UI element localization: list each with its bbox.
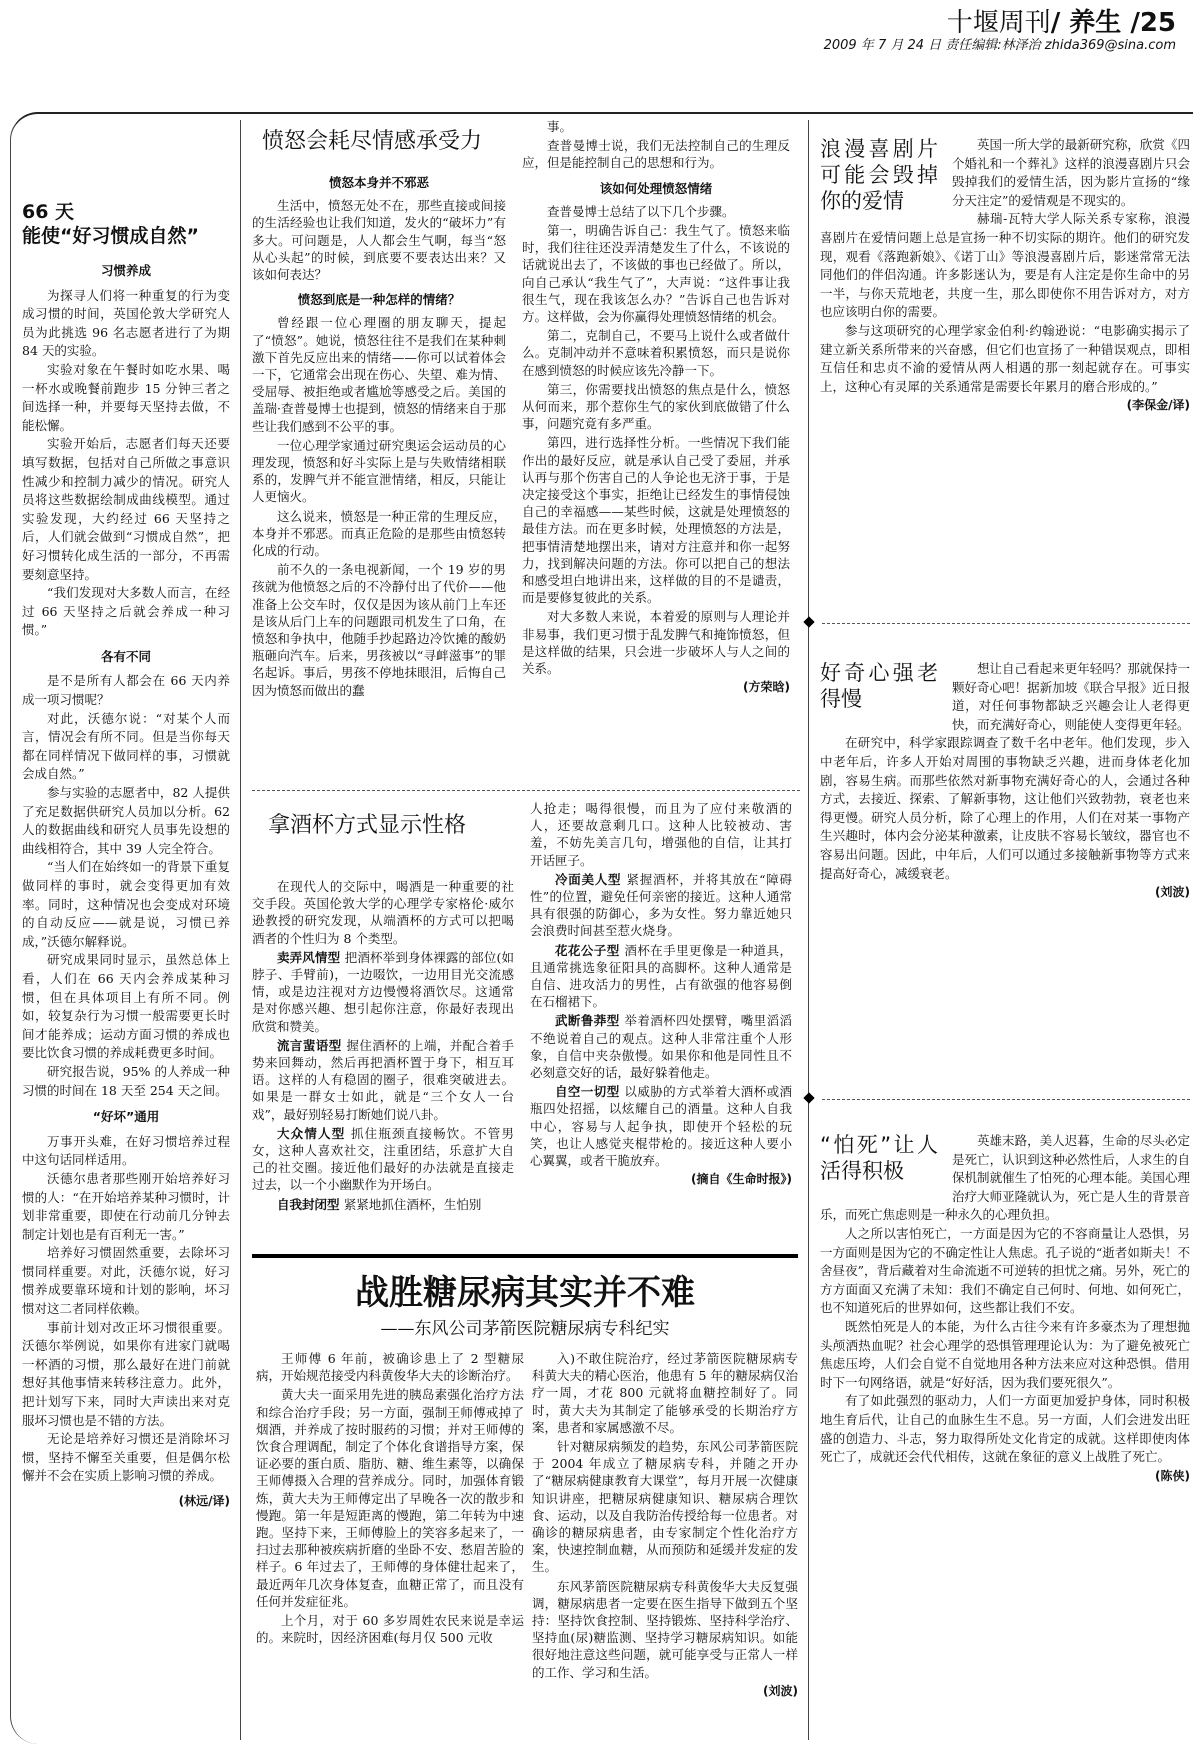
diabetes-credit: (刘波)	[763, 1683, 798, 1698]
wine-intro: 在现代人的交际中，喝酒是一种重要的社交手段。英国伦敦大学的心理学专家格伦·威尔逊教授的研究发现，从端酒杯的方式可以把喝酒者的个性归为 8 个类型。	[252, 879, 514, 946]
habit-paragraph: 培养好习惯固然重要，去除坏习惯同样重要。对此，沃德尔说，好习惯养成要靠环境和计划的影响，坏习惯对这二者同样依赖。	[22, 1245, 230, 1317]
fear-credit: (陈侠)	[1155, 1468, 1190, 1483]
fear-paragraph: 英雄末路，美人迟暮，生命的尽头必定是死亡，认识到这种必然性后，人求生的自保机制就催生了怕死的心理本能。美国心理治疗大师亚隆就认为，死亡是人生的背景音乐，而死亡焦虑则是一种永久的心理负担。	[820, 1133, 1190, 1223]
wine-type-paragraph	[252, 1125, 514, 1194]
divider-side2	[822, 1099, 1190, 1100]
diabetes-subtitle: ——东风公司茅箭医院糖尿病专科纪实	[380, 1319, 670, 1339]
wine-title: 拿酒杯方式显示性格	[268, 813, 467, 838]
anger-paras2	[252, 314, 506, 698]
habit-paragraph: “我们发现对大多数人而言，在经过 66 天坚持之后就会养成一种习惯。”	[22, 585, 230, 638]
anger-paragraph: 第四，进行选择性分析。一些情况下我们能作出的最好反应，就是承认自己受了委屈，并承认再与那个伤害自己的人争论也无济于事，于是决定接受这个事实，拒绝让已经发生的事情侵蚀自己的幸福感——某些时候，这就是处理愤怒的最佳方法。而在更多时候，处理愤怒的方法是，把事情清楚地摆出来，请对方注意并和你一起努力，找到解决问题的方法。你可以把自己的想法和感受坦白地讲出来，这样做的目的不是谴责，而是要修复彼此的关系。	[522, 435, 790, 606]
habit-paras2	[22, 672, 230, 1100]
wine-type-paragraph	[530, 1083, 792, 1169]
habit-paragraph: 万事开头难，在好习惯培养过程中这句话同样适用。	[22, 1133, 230, 1168]
anger-paragraph: 曾经跟一位心理圈的朋友聊天，提起了“愤怒”。她说，愤怒往往不是我们在某种刺激下首先反应出来的情绪——你可以试着体会一下，它通常会出现在伤心、失望、难为情、受屈辱、被拒绝或者尴尬等感受之后。美国的盖瑞·查普曼博士也提到，愤怒的情绪来自于那些让我们感到不公平的事。	[252, 315, 506, 434]
anger-paragraph: 对大多数人来说，本着爱的原则与人理论并非易事，我们更习惯于乱发脾气和掩饰愤怒，但是这样做的结果，只会进一步破坏人与人之间的关系。	[522, 609, 790, 677]
diabetes-rule	[252, 1254, 798, 1264]
diabetes-paragraph: 东风茅箭医院糖尿病专科黄俊华大夫反复强调，糖尿病患者一定要在医生指导下做到五个坚持：坚持饮食控制、坚持锻炼、坚持科学治疗、坚持血(尿)糖监测、坚持学习糖尿病知识。如能很好地注意这些问题，就可能享受与正常人一样的工作、学习和生活。	[532, 1578, 798, 1680]
habit-paragraph: 沃德尔患者那些刚开始培养好习惯的人：“在开始培养某种习惯时，计划非常重要，即使在行动前几分钟去制定计划也是有百利无一害。”	[22, 1170, 230, 1242]
wine-type-paragraph	[252, 1037, 514, 1123]
habit-paras1	[22, 287, 230, 640]
habit-article	[22, 200, 230, 1530]
habit-paragraph: 研究成果同时显示，虽然总体上看，人们在 66 天内会养成某种习惯，但在具体项目上有所不同。例如，较复杂行为习惯一般需要更长时间才能养成；运动方面习惯的养成也要比饮食习惯的养成耗费更多时间。	[22, 952, 230, 1061]
curiosity-paragraph: 在研究中，科学家跟踪调查了数千名中老年。他们发现，步入中老年后，许多人开始对周围的事物缺乏兴趣，进而身体老化加剧，容易生病。而那些依然对新事物充满好奇心的人，会通过各种方式，去接近、探索、了解新事物，这让他们兴致勃勃，衰老也来得更慢。研究人员分析，除了心理上的作用，人们在对某一事物产生兴趣时，体内会分泌某种激素，让皮肤不容易长皱纹，器官也不容易出问题。因此，中年后，人们可以通过多接触新事物等方式来提高好奇心，减缓衰老。	[820, 735, 1190, 881]
wine-types	[252, 949, 514, 1213]
wine-type-paragraph	[252, 1196, 514, 1213]
wine-type-label: 武断鲁莽型	[555, 1013, 625, 1029]
wine-type-label: 大众情人型	[277, 1125, 351, 1141]
diabetes-col2	[532, 1350, 798, 1740]
wine-type-text: 紧握酒杯，并将其放在“障碍性”的位置，避免任何亲密的接近。这种人通常具有很强的防御心，多为女性。努力靠近她只会浪费时间甚至惹火烧身。	[530, 871, 792, 939]
anger-col2	[522, 118, 790, 783]
diabetes-col1-paras	[256, 1350, 524, 1646]
curiosity-credit: (刘波)	[1155, 885, 1190, 900]
column-rule-right	[808, 120, 809, 1740]
habit-sub3: “好坏”通用	[92, 1109, 160, 1125]
diabetes-paragraph: 针对糖尿病频发的趋势，东风公司茅箭医院于 2004 年成立了糖尿病专科，并随之开办了“糖尿病健康教育大课堂”，每月开展一次健康知识讲座，把糖尿病健康知识、糖尿病合理饮食、运动，以及自我防治传授给每一位患者。对确诊的糖尿病患者，由专家制定个性化治疗方案，快速控制血糖，从而预防和延缓并发症的发生。	[532, 1439, 798, 1575]
habit-sub1: 习惯养成	[100, 263, 151, 278]
fear-paragraph: 有了如此强烈的驱动力，人们一方面更加爱护身体，同时积极地生育后代，让自己的血脉生生不息。另一方面，人们会进发出旺盛的创造力、斗志，努力取得所处文化肯定的成就。这样即使肉体死亡了，成就还会代代相传，这就在象征的意义上战胜了死亡。	[820, 1393, 1190, 1465]
anger-paragraph: 一位心理学家通过研究奥运会运动员的心理发现，愤怒和好斗实际上是与失败情绪相联系的，发脾气并不能宣泄情绪，相反，只能让人更恼火。	[252, 437, 506, 505]
anger-paragraph: 第一，明确告诉自己：我生气了。愤怒来临时，我们往往还没弄清楚发生了什么，不该说的话就说出去了，不该做的事也已经做了。所以，向自己承认“我生气了”，大声说：“这件事让我很生气，现在我该怎么办？”告诉自己也告诉对方。这样做，会为你赢得处理愤怒情绪的机会。	[522, 223, 790, 325]
wine-types-b-first: 人抢走；喝得很慢，而且为了应付来敬酒的人，还要故意剩几口。这种人比较被动、害羞，不妨先美言几句，增强他的自信，让其打开话匣子。	[530, 801, 792, 868]
anger-paragraph: 这么说来，愤怒是一种正常的生理反应，本身并不邪恶。而真正危险的是那些由愤怒转化成的行动。	[252, 508, 506, 559]
diabetes-paragraph: 王师傅 6 年前，被确诊患上了 2 型糖尿病，开始规范接受内科黄俊华大夫的诊断治疗。	[256, 1351, 524, 1384]
section-name: / 养生 /25	[1050, 8, 1176, 38]
masthead	[20, 8, 1176, 54]
divider-anger-wine	[252, 790, 800, 791]
wine-col2	[530, 800, 792, 1220]
anger-paragraph: 第二，克制自己，不要马上说什么或者做什么。克制冲动并不意味着积累愤怒，而只是说你在感到愤怒的时候应该先冷静一下。	[522, 328, 790, 378]
habit-title	[22, 200, 230, 248]
wine-type-paragraph	[252, 949, 514, 1035]
romcom-title: 浪漫喜剧片可能会毁掉你的爱情	[820, 137, 938, 213]
curiosity-paragraph: 想让自己看起来更年轻吗？那就保持一颗好奇心吧！据新加坡《联合早报》近日报道，对任何事物都缺乏兴趣会让人老得更快，而充满好奇心，则能使人变得更年轻。	[952, 661, 1190, 732]
fear-title: “怕死”让人活得积极	[820, 1133, 938, 1183]
wine-type-text: 举着酒杯四处摆臂，嘴里滔滔不绝说着自己的观点。这种人非常注重个人形象，自信中夹杂傲慢。如果你和他是同性且不必刻意交好的话，最好躲着他走。	[530, 1013, 792, 1081]
habit-paragraph: 研究报告说，95% 的人养成一种习惯的时间在 18 天至 254 天之间。	[22, 1063, 230, 1098]
romcom-article	[820, 136, 1190, 606]
diabetes-paragraph: 上个月，对于 60 多岁周姓农民来说是幸运的。来院时，因经济困难(每月仅 500 元收	[256, 1613, 524, 1646]
habit-paragraph: 实验对象在午餐时如吃水果、喝一杯水或晚餐前跑步 15 分钟三者之间选择一种，并要每天坚持去做，不能松懈。	[22, 361, 230, 433]
anger-sub2: 愤怒到底是一种怎样的情绪？	[297, 292, 461, 308]
romcom-paragraph: 赫瑞-瓦特大学人际关系专家称，浪漫喜剧片在爱情问题上总是宣扬一种不切实际的期许。他们的研究发现，观看《落跑新娘》、《诺丁山》等浪漫喜剧片后，影迷常常无法同他们的伴侣沟通。许多影迷认为，要是有人注定是你生命中的另一半，与你天荒地老，共度一生，那么即使你不用告诉对方，对方也应该明白你的需要。	[820, 211, 1190, 320]
wine-col1	[252, 878, 514, 1238]
habit-paragraph: “当人们在始终如一的背景下重复做同样的事时，就会变得更加有效率。同时，这种情况也会变成对环境的自动反应——就是说，习惯已养成，”沃德尔解释说。	[22, 859, 230, 949]
wine-type-label: 自空一切型	[555, 1084, 625, 1100]
wine-type-label: 花花公子型	[555, 942, 625, 958]
fear-article	[820, 1132, 1190, 1732]
habit-paras3	[22, 1133, 230, 1486]
romcom-paragraph: 英国一所大学的最新研究称，欣赏《四个婚礼和一个葬礼》这样的浪漫喜剧片只会毁掉我们的爱情生活，因为影片宣扬的“缘分天注定”的爱情观是不现实的。	[952, 137, 1190, 208]
anger-paragraph: 前不久的一条电视新闻，一个 19 岁的男孩就为他愤怒之后的不冷静付出了代价——他准备上公交车时，仅仅是因为该从前门上车还是该从后门上车的问题跟司机发生了口角，在愤怒和争执中，他随手抄起路边冷饮摊的酸奶瓶砸向汽车。后来，男孩被以“寻衅滋事”的罪名起诉。事后，男孩不停地抹眼泪，后悔自己因为愤怒而做出的蠢	[252, 562, 506, 698]
habit-paragraph: 参与实验的志愿者中，82 人提供了充足数据供研究人员加以分析。62 人的数据曲线和研究人员事先设想的曲线相符合，其中 39 人完全符合。	[22, 785, 230, 856]
wine-type-label: 自我封闭型	[277, 1196, 344, 1212]
anger-col1	[252, 166, 506, 782]
column-rule-left	[240, 120, 241, 1740]
anger-sub1: 愤怒本身并不邪恶	[328, 175, 429, 190]
diabetes-paragraph: 入)不敢住院治疗，经过茅箭医院糖尿病专科黄大夫的精心医治，他患有 5 年的糖尿病仅治疗一周，才花 800 元就将血糖控制好了。同时，黄大夫为其制定了能够承受的长期治疗方案，患者和家属感激不尽。	[532, 1351, 798, 1435]
habit-sub2: 各有不同	[100, 648, 151, 664]
diabetes-col1	[256, 1350, 524, 1740]
anger-paras2b	[522, 118, 790, 172]
paper-name: 十堰周刊	[946, 8, 1051, 38]
wine-type-text: 以威胁的方式举着大酒杯或酒瓶四处招摇，以炫耀自己的酒量。这种人自我中心，容易与人起争执，即使开个轻松的玩笑，也让人感觉夹棍带枪的。接近这种人要小心翼翼，或者干脆放弃。	[530, 1084, 792, 1169]
anger-title: 愤怒会耗尽情感承受力	[262, 129, 483, 154]
anger-paragraph: 第三，你需要找出愤怒的焦点是什么，愤怒从何而来，那个惹你生气的家伙到底做错了什么事，问题究竟有多严重。	[522, 381, 790, 432]
anger-paras1	[252, 197, 506, 283]
wine-type-label: 流言蜚语型	[277, 1037, 347, 1053]
anger-paragraph: 事。	[547, 119, 573, 134]
anger-paragraph: 查普曼博士总结了以下几个步骤。	[547, 203, 735, 219]
wine-type-paragraph	[530, 871, 792, 940]
anger-paragraph: 生活中，愤怒无处不在，那些直接或间接的生活经验也让我们知道，发火的“破坏力”有多大。可问题是，人人都会生气啊，每当“怒从心头起”的时候，到底要不要表达出来？又该如何表达？	[252, 198, 506, 283]
wine-types-b	[530, 871, 792, 1169]
diabetes-paragraph: 黄大夫一面采用先进的胰岛素强化治疗方法和综合治疗手段；另一方面，强制王师傅戒掉了烟酒，并养成了按时服药的习惯；并对王师傅的饮食合理调配，制定了个体化食谱指导方案，保证必要的蛋白质、脂肪、糖、维生素等，以确保王师傅摄入合理的营养成分。同时，加强体育锻炼，黄大夫为王师傅定出了早晚各一次的散步和慢跑。第一年是短距离的慢跑，第二年转为中速跑。坚持下来，王师傅脸上的笑容多起来了，一扫过去那种被疾病折磨的坐卧不安、愁眉苦脸的样子。6 年过去了，王师傅的身体健壮起来了，最近两年几次身体复查，血糖正常了，而且没有任何并发症征兆。	[256, 1387, 524, 1609]
curiosity-title: 好奇心强老得慢	[820, 661, 938, 711]
wine-type-paragraph	[530, 942, 792, 1011]
wine-type-text: 把酒杯举到身体裸露的部位(如脖子、手臂前)，一边啜饮，一边用目光交流感情，或是边注视对方边慢慢将酒饮尽。这通常是对你感兴趣、想引起你注意，你最好表现出欣赏和赞美。	[252, 949, 514, 1034]
habit-paragraph: 事前计划对改正坏习惯很重要。沃德尔举例说，如果你有进家门就喝一杯酒的习惯，那么最好在进门前就想好其他事情来转移注意力。此外，把计划写下来，同时大声读出来对克服坏习惯也是不错的方法。	[22, 1319, 230, 1428]
habit-paragraph: 实验开始后，志愿者们每天还要填写数据，包括对自己所做之事意识性减少和控制力减少的情况。研究人员将这些数据绘制成曲线模型。通过实验发现，大约经过 66 天坚持之后，人们就会做到“习惯成自然”，把好习惯转化成生活的一部分，不再需要刻意坚持。	[22, 436, 230, 582]
wine-type-text: 握住酒杯的上端，并配合着手势来回舞动，然后再把酒杯置于身下，相互耳语。这样的人有稳固的圈子，很难突破进去。如果是一群女士如此，就是“三个女人一台戏”，最好别轻易打断她们说八卦。	[252, 1037, 514, 1122]
anger-paras3	[522, 203, 790, 677]
date-line: 2009 年 7 月 24 日 责任编辑:林泽治 zhida369@sina.com	[823, 38, 1176, 53]
habit-paragraph: 对此，沃德尔说：“对某个人而言，情况会有所不同。但是当你每天都在同样情况下做同样的事，习惯就会成自然。”	[22, 710, 230, 782]
habit-paragraph: 是不是所有人都会在 66 天内养成一项习惯呢？	[22, 673, 230, 708]
anger-credit: (方荣晗)	[743, 680, 790, 695]
habit-title-line2: 能使“好习惯成自然”	[22, 225, 199, 247]
habit-paragraph: 无论是培养好习惯还是消除坏习惯，坚持不懈至关重要，但是偶尔松懈并不会在实质上影响习惯的养成。	[22, 1431, 230, 1484]
diabetes-title: 战胜糖尿病其实并不难	[355, 1273, 695, 1313]
fear-paragraph: 既然怕死是人的本能，为什么古往今来有许多豪杰为了理想抛头颅洒热血呢？社会心理学的恐惧管理理论认为：为了避免被死亡焦虑压垮，人们会自觉不自觉地用各种方法来应对这种恐惧。借用时下一句网络语，就是“好好活，因为我们要死很久”。	[820, 1318, 1190, 1390]
fear-paragraph: 人之所以害怕死亡，一方面是因为它的不容商量让人恐惧，另一方面则是因为它的不确定性让人焦虑。孔子说的“逝者如斯夫！不舍昼夜”，背后藏着对生命流逝不可逆转的担忧之痛。另外，死亡的方方面面又充满了未知：我们不确定自己何时、何地、如何死亡，也不知道死后的世界如何，这些都让我们不安。	[820, 1225, 1190, 1316]
romcom-credit: (李保金/译)	[1126, 398, 1190, 413]
wine-type-paragraph	[530, 1012, 792, 1081]
wine-type-text: 抓住瓶颈直接畅饮。不管男女，这种人喜欢社交，注重团结，乐意扩大自己的社交圈。接近他们最好的办法就是直接走过去，以一个小幽默作为开场白。	[252, 1125, 514, 1193]
wine-type-text: 酒杯在手里更像是一种道具，且通常挑选象征阳具的高脚杯。这种人通常是自信、进攻活力的男性，占有欲强的他容易倒在石榴裙下。	[530, 942, 792, 1010]
diabetes-col2-paras	[532, 1350, 798, 1681]
divider-side1	[822, 623, 1190, 624]
anger-sub3: 该如何处理愤怒情绪	[599, 180, 713, 196]
anger-paragraph: 查普曼博士说，我们无法控制自己的生理反应，但是能控制自己的思想和行为。	[522, 138, 790, 171]
wine-type-label: 冷面美人型	[555, 871, 627, 887]
wine-credit: (摘自《生命时报》)	[691, 1172, 792, 1187]
habit-title-line1: 66 天	[22, 201, 75, 223]
curiosity-article	[820, 660, 1190, 1080]
habit-paragraph: 为探寻人们将一种重复的行为变成习惯的时间，英国伦敦大学研究人员为此挑选 96 名志愿者进行了为期 84 天的实验。	[22, 287, 230, 359]
romcom-paragraph: 参与这项研究的心理学家金伯利·约翰逊说：“电影确实揭示了建立新关系所带来的兴奋感，但它们也宣扬了一种错误观点，即相互信任和忠贞不渝的爱情从两人相遇的那一刻起就存在。可事实上，这种心有灵犀的关系通常是需要长年累月的磨合形成的。”	[820, 322, 1190, 394]
habit-credit: (林远/译)	[178, 1494, 230, 1508]
wine-type-text: 紧紧地抓住酒杯，生怕别	[343, 1196, 482, 1212]
wine-type-label: 卖弄风情型	[277, 949, 345, 965]
